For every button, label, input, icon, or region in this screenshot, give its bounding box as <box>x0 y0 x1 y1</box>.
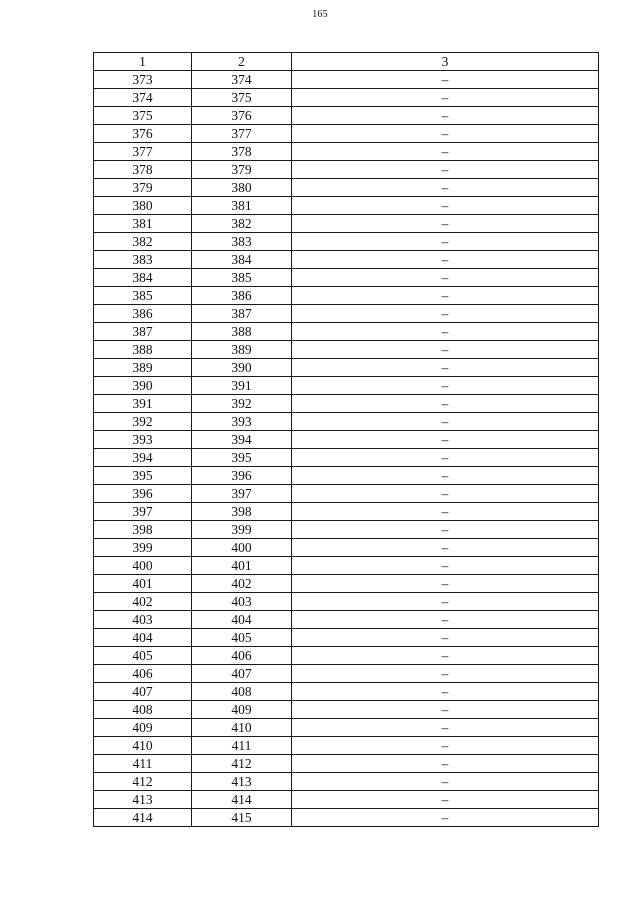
table-cell-col-1: 389 <box>94 359 192 377</box>
table-cell-col-3: – <box>292 71 599 89</box>
table-cell-col-2: 405 <box>192 629 292 647</box>
table-cell-col-3: – <box>292 683 599 701</box>
table-cell-col-1: 397 <box>94 503 192 521</box>
table-cell-col-2: 406 <box>192 647 292 665</box>
table-cell-col-2: 415 <box>192 809 292 827</box>
table-body <box>94 71 599 827</box>
table-cell-col-1: 399 <box>94 539 192 557</box>
table-row <box>94 215 599 233</box>
table-cell-col-2: 399 <box>192 521 292 539</box>
table-cell-col-1: 379 <box>94 179 192 197</box>
table-cell-col-2: 407 <box>192 665 292 683</box>
table-row <box>94 413 599 431</box>
table-row <box>94 665 599 683</box>
table-cell-col-2: 388 <box>192 323 292 341</box>
table-row <box>94 377 599 395</box>
table-cell-col-2: 384 <box>192 251 292 269</box>
table-row <box>94 737 599 755</box>
table-cell-col-3: – <box>292 503 599 521</box>
table-cell-col-2: 402 <box>192 575 292 593</box>
table-cell-col-2: 382 <box>192 215 292 233</box>
table-row <box>94 395 599 413</box>
table-cell-col-1: 377 <box>94 143 192 161</box>
table-cell-col-3: – <box>292 269 599 287</box>
table-cell-col-3: – <box>292 287 599 305</box>
table-cell-col-2: 395 <box>192 449 292 467</box>
table-cell-col-3: – <box>292 179 599 197</box>
table-cell-col-1: 407 <box>94 683 192 701</box>
table-cell-col-1: 386 <box>94 305 192 323</box>
table-cell-col-2: 397 <box>192 485 292 503</box>
table-row <box>94 287 599 305</box>
table-row <box>94 503 599 521</box>
table-row <box>94 71 599 89</box>
table-cell-col-1: 395 <box>94 467 192 485</box>
table-cell-col-2: 396 <box>192 467 292 485</box>
table-cell-col-1: 401 <box>94 575 192 593</box>
table-cell-col-2: 408 <box>192 683 292 701</box>
table-cell-col-2: 401 <box>192 557 292 575</box>
column-header-2: 2 <box>192 53 292 71</box>
table-row <box>94 269 599 287</box>
column-header-1: 1 <box>94 53 192 71</box>
table-cell-col-2: 376 <box>192 107 292 125</box>
table-cell-col-1: 410 <box>94 737 192 755</box>
table-cell-col-3: – <box>292 485 599 503</box>
table-cell-col-1: 406 <box>94 665 192 683</box>
table-row <box>94 125 599 143</box>
table-row <box>94 107 599 125</box>
table-row <box>94 431 599 449</box>
table-cell-col-3: – <box>292 593 599 611</box>
table-row <box>94 197 599 215</box>
table-row <box>94 647 599 665</box>
table-cell-col-1: 375 <box>94 107 192 125</box>
table-cell-col-2: 380 <box>192 179 292 197</box>
table-cell-col-3: – <box>292 305 599 323</box>
table-row <box>94 701 599 719</box>
table-cell-col-1: 409 <box>94 719 192 737</box>
table-row <box>94 179 599 197</box>
table-row <box>94 773 599 791</box>
table-row <box>94 233 599 251</box>
table-row <box>94 629 599 647</box>
table-cell-col-2: 378 <box>192 143 292 161</box>
table-cell-col-3: – <box>292 107 599 125</box>
table-cell-col-1: 380 <box>94 197 192 215</box>
table-cell-col-1: 398 <box>94 521 192 539</box>
table-cell-col-3: – <box>292 557 599 575</box>
table-row <box>94 791 599 809</box>
table-cell-col-1: 403 <box>94 611 192 629</box>
table-cell-col-1: 382 <box>94 233 192 251</box>
table-cell-col-2: 389 <box>192 341 292 359</box>
table-row <box>94 467 599 485</box>
table-cell-col-3: – <box>292 809 599 827</box>
table-cell-col-1: 378 <box>94 161 192 179</box>
table-row <box>94 755 599 773</box>
table-cell-col-2: 374 <box>192 71 292 89</box>
table-row <box>94 251 599 269</box>
table-row <box>94 809 599 827</box>
table-row <box>94 611 599 629</box>
table-cell-col-1: 384 <box>94 269 192 287</box>
table-cell-col-2: 413 <box>192 773 292 791</box>
table-cell-col-2: 386 <box>192 287 292 305</box>
table-cell-col-2: 385 <box>192 269 292 287</box>
table-cell-col-3: – <box>292 647 599 665</box>
table-cell-col-1: 390 <box>94 377 192 395</box>
table-cell-col-3: – <box>292 197 599 215</box>
table-cell-col-1: 400 <box>94 557 192 575</box>
table-cell-col-1: 394 <box>94 449 192 467</box>
table-cell-col-3: – <box>292 539 599 557</box>
table-cell-col-3: – <box>292 89 599 107</box>
table-row <box>94 557 599 575</box>
table-cell-col-2: 381 <box>192 197 292 215</box>
table-cell-col-2: 411 <box>192 737 292 755</box>
table-row <box>94 305 599 323</box>
table-cell-col-2: 403 <box>192 593 292 611</box>
table-cell-col-1: 414 <box>94 809 192 827</box>
table-cell-col-3: – <box>292 233 599 251</box>
table-cell-col-1: 392 <box>94 413 192 431</box>
table-cell-col-3: – <box>292 791 599 809</box>
table-cell-col-3: – <box>292 413 599 431</box>
table-cell-col-3: – <box>292 341 599 359</box>
table-cell-col-1: 391 <box>94 395 192 413</box>
table-cell-col-3: – <box>292 611 599 629</box>
table-cell-col-1: 381 <box>94 215 192 233</box>
table-cell-col-3: – <box>292 377 599 395</box>
table-cell-col-3: – <box>292 773 599 791</box>
table-cell-col-3: – <box>292 323 599 341</box>
table-cell-col-3: – <box>292 521 599 539</box>
table-row <box>94 359 599 377</box>
table-row <box>94 719 599 737</box>
table-cell-col-2: 387 <box>192 305 292 323</box>
table-cell-col-2: 394 <box>192 431 292 449</box>
table-row <box>94 341 599 359</box>
table-cell-col-1: 374 <box>94 89 192 107</box>
table-row <box>94 575 599 593</box>
table-cell-col-1: 411 <box>94 755 192 773</box>
table-cell-col-2: 410 <box>192 719 292 737</box>
table-cell-col-2: 414 <box>192 791 292 809</box>
table-cell-col-3: – <box>292 719 599 737</box>
table-cell-col-1: 413 <box>94 791 192 809</box>
table-cell-col-2: 383 <box>192 233 292 251</box>
table-row <box>94 161 599 179</box>
page-number: 165 <box>312 9 328 20</box>
table-row <box>94 683 599 701</box>
table-cell-col-3: – <box>292 449 599 467</box>
table-cell-col-1: 402 <box>94 593 192 611</box>
table-cell-col-1: 408 <box>94 701 192 719</box>
table-cell-col-1: 412 <box>94 773 192 791</box>
table-cell-col-3: – <box>292 431 599 449</box>
table-cell-col-1: 385 <box>94 287 192 305</box>
table-cell-col-3: – <box>292 161 599 179</box>
table-cell-col-2: 398 <box>192 503 292 521</box>
table-cell-col-2: 409 <box>192 701 292 719</box>
table-cell-col-1: 405 <box>94 647 192 665</box>
table-cell-col-2: 412 <box>192 755 292 773</box>
table-cell-col-2: 390 <box>192 359 292 377</box>
table-cell-col-3: – <box>292 251 599 269</box>
table-cell-col-3: – <box>292 755 599 773</box>
table-row <box>94 323 599 341</box>
table-cell-col-2: 392 <box>192 395 292 413</box>
table-cell-col-2: 379 <box>192 161 292 179</box>
table-cell-col-3: – <box>292 629 599 647</box>
table-cell-col-2: 377 <box>192 125 292 143</box>
table-row <box>94 143 599 161</box>
table-cell-col-2: 391 <box>192 377 292 395</box>
table-cell-col-1: 396 <box>94 485 192 503</box>
table-cell-col-1: 383 <box>94 251 192 269</box>
table-cell-col-1: 393 <box>94 431 192 449</box>
table-cell-col-3: – <box>292 665 599 683</box>
table-row <box>94 89 599 107</box>
data-table <box>93 52 599 827</box>
table-cell-col-2: 393 <box>192 413 292 431</box>
table-cell-col-3: – <box>292 395 599 413</box>
table-cell-col-3: – <box>292 125 599 143</box>
table-cell-col-1: 387 <box>94 323 192 341</box>
table-cell-col-3: – <box>292 359 599 377</box>
table-cell-col-2: 400 <box>192 539 292 557</box>
table-cell-col-2: 404 <box>192 611 292 629</box>
table-row <box>94 593 599 611</box>
table-cell-col-3: – <box>292 467 599 485</box>
table-cell-col-3: – <box>292 143 599 161</box>
table-cell-col-1: 376 <box>94 125 192 143</box>
table-header-row <box>94 53 599 71</box>
column-header-3: 3 <box>292 53 599 71</box>
table-cell-col-3: – <box>292 701 599 719</box>
table-cell-col-3: – <box>292 215 599 233</box>
table-cell-col-1: 388 <box>94 341 192 359</box>
table-row <box>94 521 599 539</box>
table-row <box>94 449 599 467</box>
table-cell-col-3: – <box>292 737 599 755</box>
table-cell-col-1: 404 <box>94 629 192 647</box>
table-row <box>94 485 599 503</box>
table-row <box>94 539 599 557</box>
table-cell-col-2: 375 <box>192 89 292 107</box>
table-cell-col-3: – <box>292 575 599 593</box>
table-cell-col-1: 373 <box>94 71 192 89</box>
